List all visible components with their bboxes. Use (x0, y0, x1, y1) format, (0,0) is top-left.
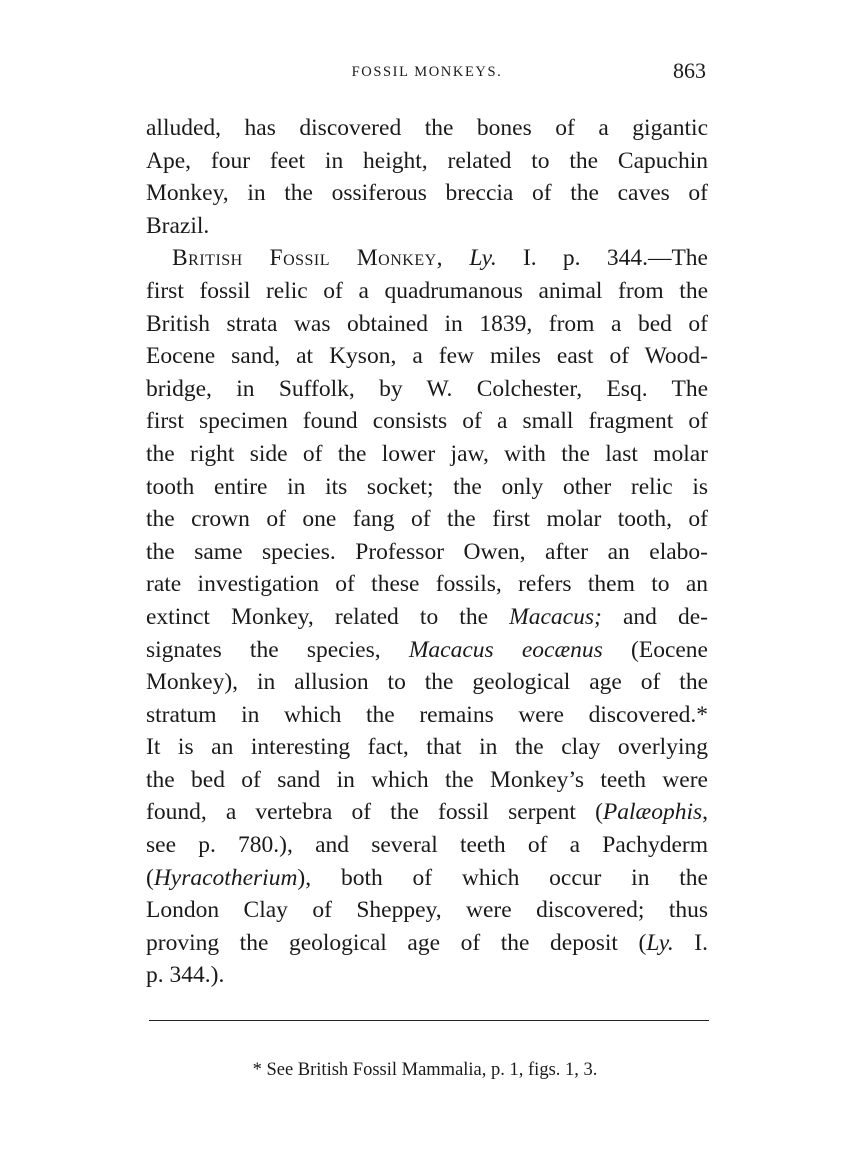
footnote: * See British Fossil Mammalia, p. 1, figs. 1, 3. (252, 1060, 598, 1080)
text-line: tooth entire in its socket; the only other relic is (146, 473, 708, 500)
text-segment: (Eocene (631, 636, 708, 663)
footnote-rule (149, 1020, 709, 1021)
text-line: Monkey, in the ossiferous breccia of the caves of (146, 180, 708, 207)
text-line: It is an interesting fact, that in the clay overlying (146, 734, 708, 761)
text-segment: ), both of which occur in the (297, 864, 708, 891)
text-line: British strata was obtained in 1839, from a bed of (146, 310, 708, 337)
text-line: bridge, in Suffolk, by W. Colchester, Esq. The (146, 375, 708, 402)
text-segment: I. (694, 929, 708, 956)
text-line: Ape, four feet in height, related to the Capuchin (146, 147, 708, 174)
text-line (146, 862, 708, 895)
section-heading-line (146, 242, 708, 275)
genus-name: Palæophis (602, 799, 703, 826)
text-segment: extinct Monkey, related to the (146, 603, 489, 630)
text-line (146, 927, 708, 960)
text-line: p. 344.). (146, 962, 225, 989)
species-name: Macacus eocænus (408, 636, 603, 663)
text-line: stratum in which the remains were discovered.* (146, 701, 708, 728)
genus-name: Macacus; (509, 603, 602, 630)
text-line (146, 601, 708, 634)
text-line: the right side of the lower jaw, with the last molar (146, 440, 708, 467)
text-segment: , (702, 799, 708, 826)
reference-rest: I. p. 344.—The (522, 245, 708, 272)
section-heading: British Fossil Monkey, (172, 245, 444, 272)
text-line: alluded, has discovered the bones of a gigantic (146, 115, 708, 141)
text-line: first specimen found consists of a small fragment of (146, 408, 708, 435)
text-line: Eocene sand, at Kyson, a few miles east of Wood- (146, 343, 708, 370)
text-segment: found, a vertebra of the fossil serpent ( (146, 799, 603, 826)
text-line: Brazil. (146, 212, 210, 239)
text-line: Monkey), in allusion to the geological age of the (146, 669, 708, 696)
reference-abbrev: Ly. (646, 929, 674, 956)
text-segment: and de- (622, 603, 709, 630)
body-text (146, 112, 708, 992)
text-line: the bed of sand in which the Monkey’s teeth were (146, 766, 708, 793)
text-line: the crown of one fang of the first molar tooth, of (146, 506, 708, 533)
text-line (146, 796, 708, 829)
text-line (146, 634, 708, 667)
running-title: FOSSIL MONKEYS. (351, 64, 503, 80)
text-line: rate investigation of these fossils, refers them to an (146, 571, 708, 598)
text-line: see p. 780.), and several teeth of a Pachyderm (146, 832, 708, 859)
text-line: the same species. Professor Owen, after an elabo- (146, 538, 708, 565)
reference-abbrev: Ly. (469, 245, 497, 272)
text-line: London Clay of Sheppey, were discovered; thus (146, 897, 708, 924)
text-segment: signates the species, (146, 636, 381, 663)
text-line: first fossil relic of a quadrumanous animal from the (146, 277, 708, 304)
page-header (146, 58, 708, 92)
text-segment: proving the geological age of the deposit ( (146, 929, 647, 956)
page-number: 863 (673, 58, 706, 83)
text-segment: ( (146, 864, 154, 891)
genus-name: Hyracotherium (153, 864, 298, 891)
